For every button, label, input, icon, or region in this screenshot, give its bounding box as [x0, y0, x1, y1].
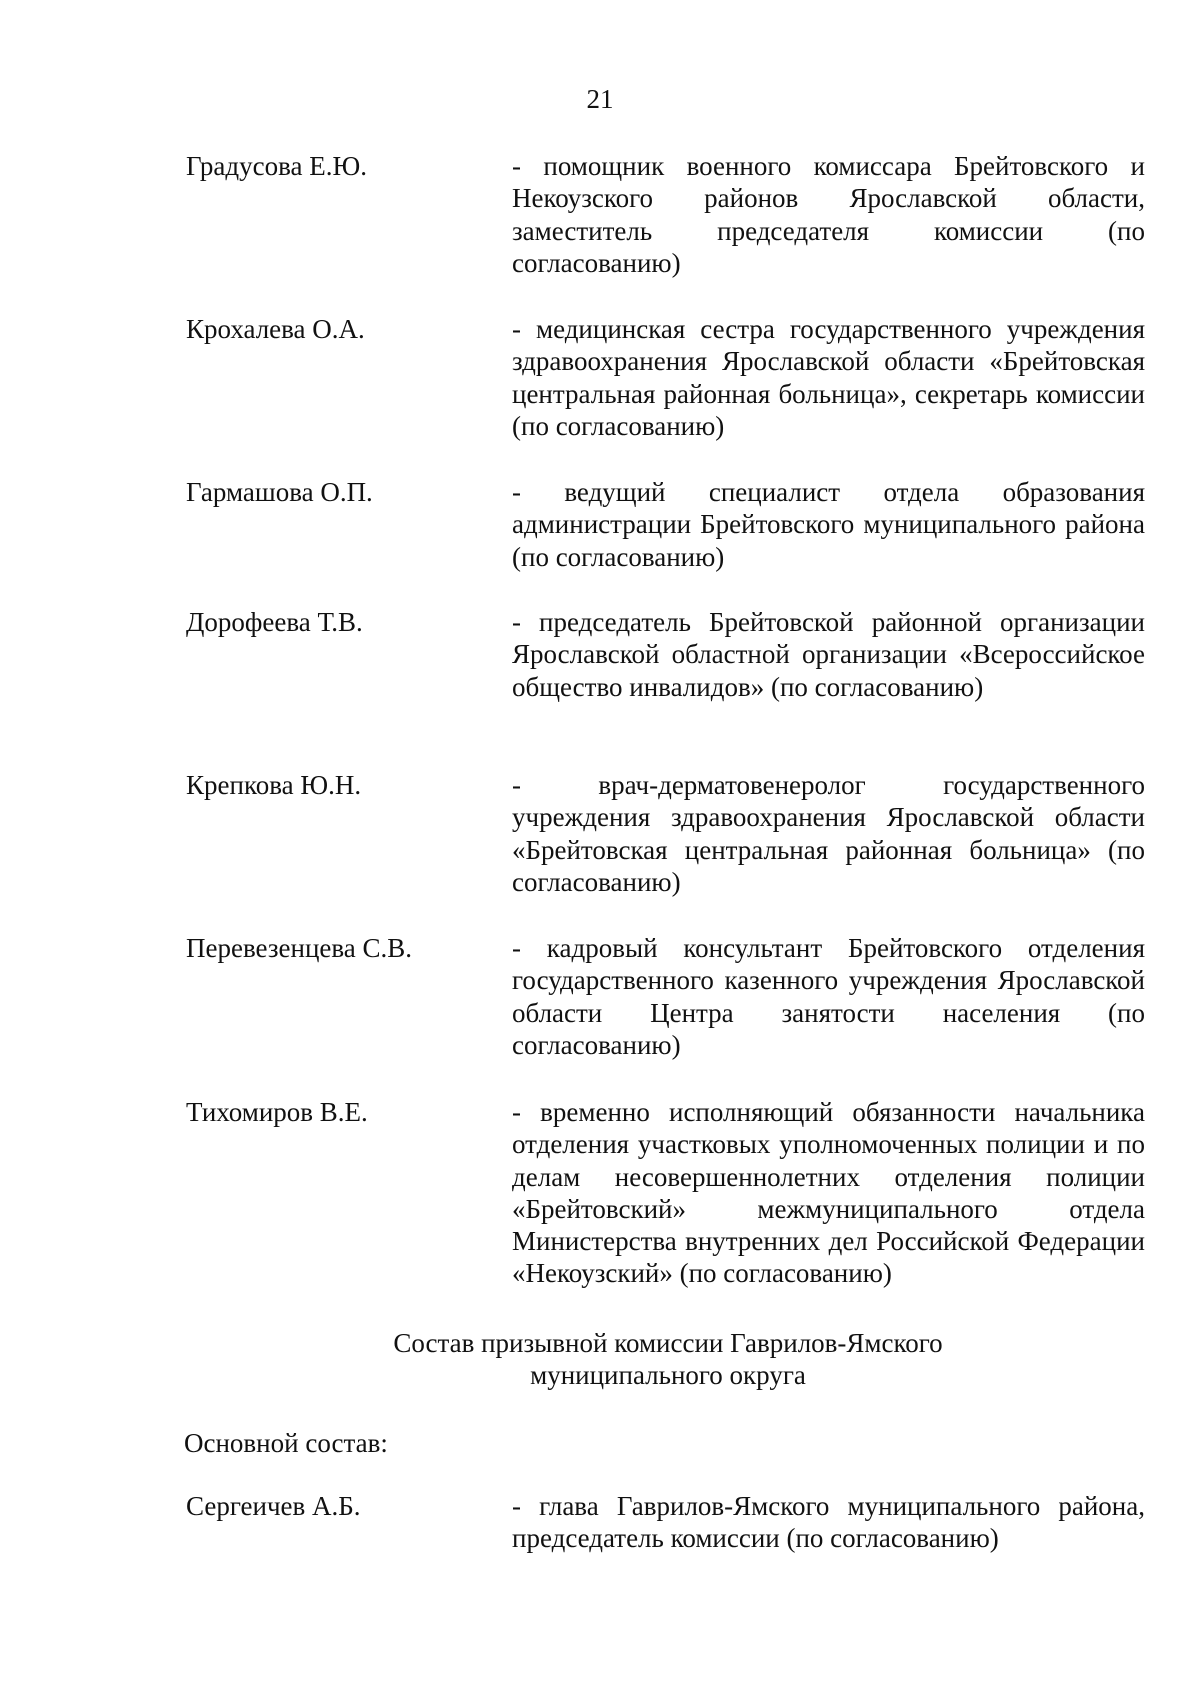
member-name: Крохалева О.А. [186, 314, 365, 344]
section-title [0, 1327, 1200, 1392]
member-description: - председатель Брейтовской районной организации Ярославской областной организации «Всероссийское общество инвалидов» (по согласованию) [512, 607, 1145, 702]
section-title-line: Состав призывной комиссии Гаврилов-Ямского [393, 1328, 943, 1358]
member-description: - ведущий специалист отдела образования администрации Брейтовского муниципального района (по согласованию) [512, 477, 1145, 572]
member-description: - глава Гаврилов-Ямского муниципального района, председатель комиссии (по согласованию) [512, 1491, 1145, 1554]
member-name: Тихомиров В.Е. [186, 1097, 368, 1127]
section-subheading: Основной состав: [184, 1428, 388, 1458]
member-name: Перевезенцева С.В. [186, 933, 413, 963]
member-name: Сергеичев А.Б. [186, 1491, 361, 1521]
member-name: Крепкова Ю.Н. [186, 770, 362, 800]
member-name: Дорофеева Т.В. [186, 607, 363, 637]
member-description: - врач-дерматовенеролог государственного учреждения здравоохранения Ярославской области «Брейтовская центральная районная больница» (по согласованию) [512, 770, 1145, 897]
page-number: 21 [586, 84, 614, 114]
member-description: - кадровый консультант Брейтовского отделения государственного казенного учреждения Ярославской области Центра занятости населения (по согласованию) [512, 933, 1145, 1060]
member-name: Градусова Е.Ю. [186, 151, 367, 181]
member-description: - временно исполняющий обязанности начальника отделения участковых уполномоченных полиции и по делам несовершеннолетних отделения полиции «Брейтовский» межмуниципального отдела Министерства внутренних дел Российской Федерации «Некоузский» (по согласованию) [512, 1097, 1145, 1289]
member-name: Гармашова О.П. [186, 477, 373, 507]
section-title-line: муниципального округа [530, 1360, 806, 1391]
member-description: - помощник военного комиссара Брейтовского и Некоузского районов Ярославской области, заместитель председателя комиссии (по согласованию) [512, 151, 1145, 278]
member-description: - медицинская сестра государственного учреждения здравоохранения Ярославской области «Брейтовская центральная районная больница», секретарь комиссии (по согласованию) [512, 314, 1145, 441]
